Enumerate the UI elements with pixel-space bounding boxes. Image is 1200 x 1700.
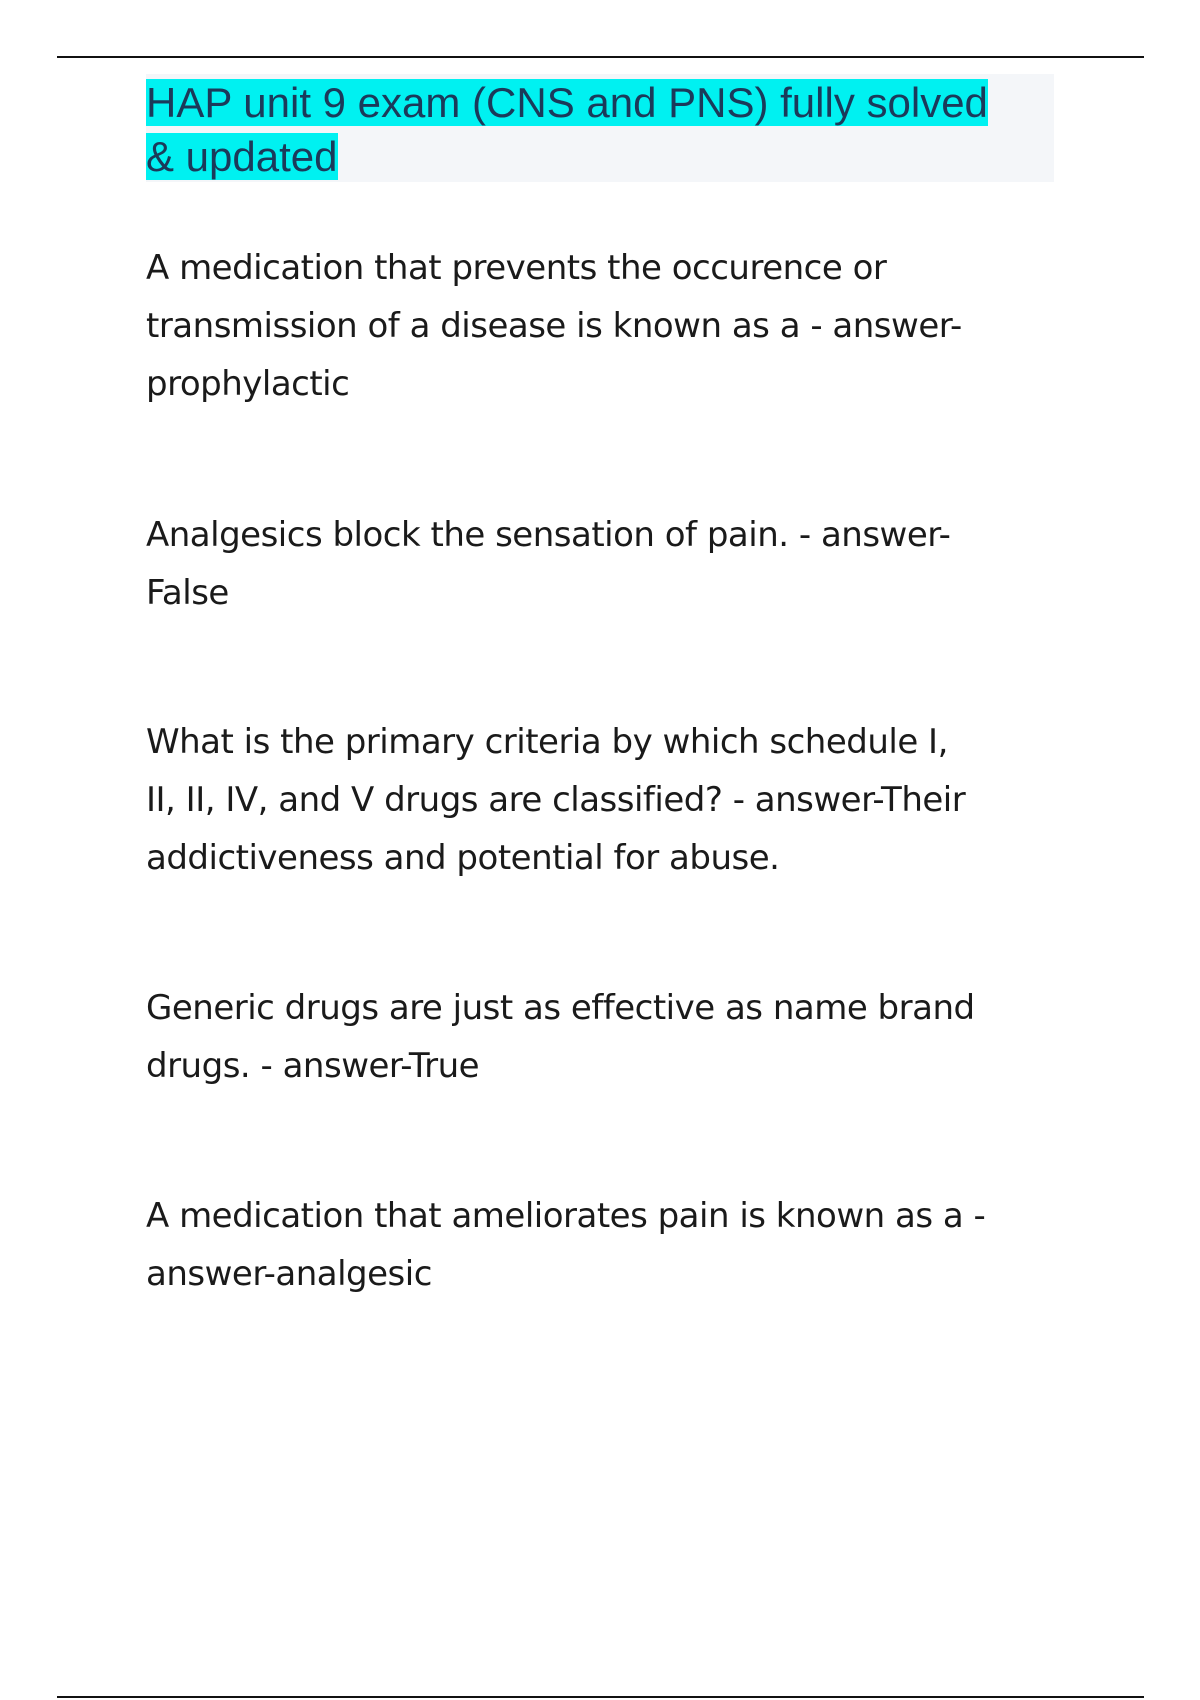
qa-line: A medication that ameliorates pain is known as a - [146, 1196, 986, 1236]
top-rule [57, 56, 1144, 58]
qa-line: II, II, IV, and V drugs are classified? - answer-Their [146, 780, 966, 820]
qa-item-5 [146, 1187, 1066, 1303]
qa-line: A medication that prevents the occurence or [146, 248, 887, 288]
qa-line: What is the primary criteria by which schedule I, [146, 722, 948, 762]
document-title [146, 76, 1046, 184]
qa-line: answer-analgesic [146, 1254, 432, 1294]
qa-line: drugs. - answer-True [146, 1046, 480, 1086]
qa-item-4 [146, 979, 1066, 1095]
qa-item-2 [146, 506, 1066, 622]
qa-line: addictiveness and potential for abuse. [146, 838, 780, 878]
qa-item-3 [146, 713, 1066, 887]
qa-line: Analgesics block the sensation of pain. - answer- [146, 515, 951, 555]
qa-item-1 [146, 239, 1066, 413]
qa-line: False [146, 573, 229, 613]
bottom-rule [57, 1696, 1144, 1698]
title-line-2: & updated [146, 133, 338, 180]
qa-line: prophylactic [146, 364, 350, 404]
qa-line: Generic drugs are just as effective as name brand [146, 988, 975, 1028]
title-line-1: HAP unit 9 exam (CNS and PNS) fully solved [146, 79, 988, 126]
qa-line: transmission of a disease is known as a - answer- [146, 306, 962, 346]
